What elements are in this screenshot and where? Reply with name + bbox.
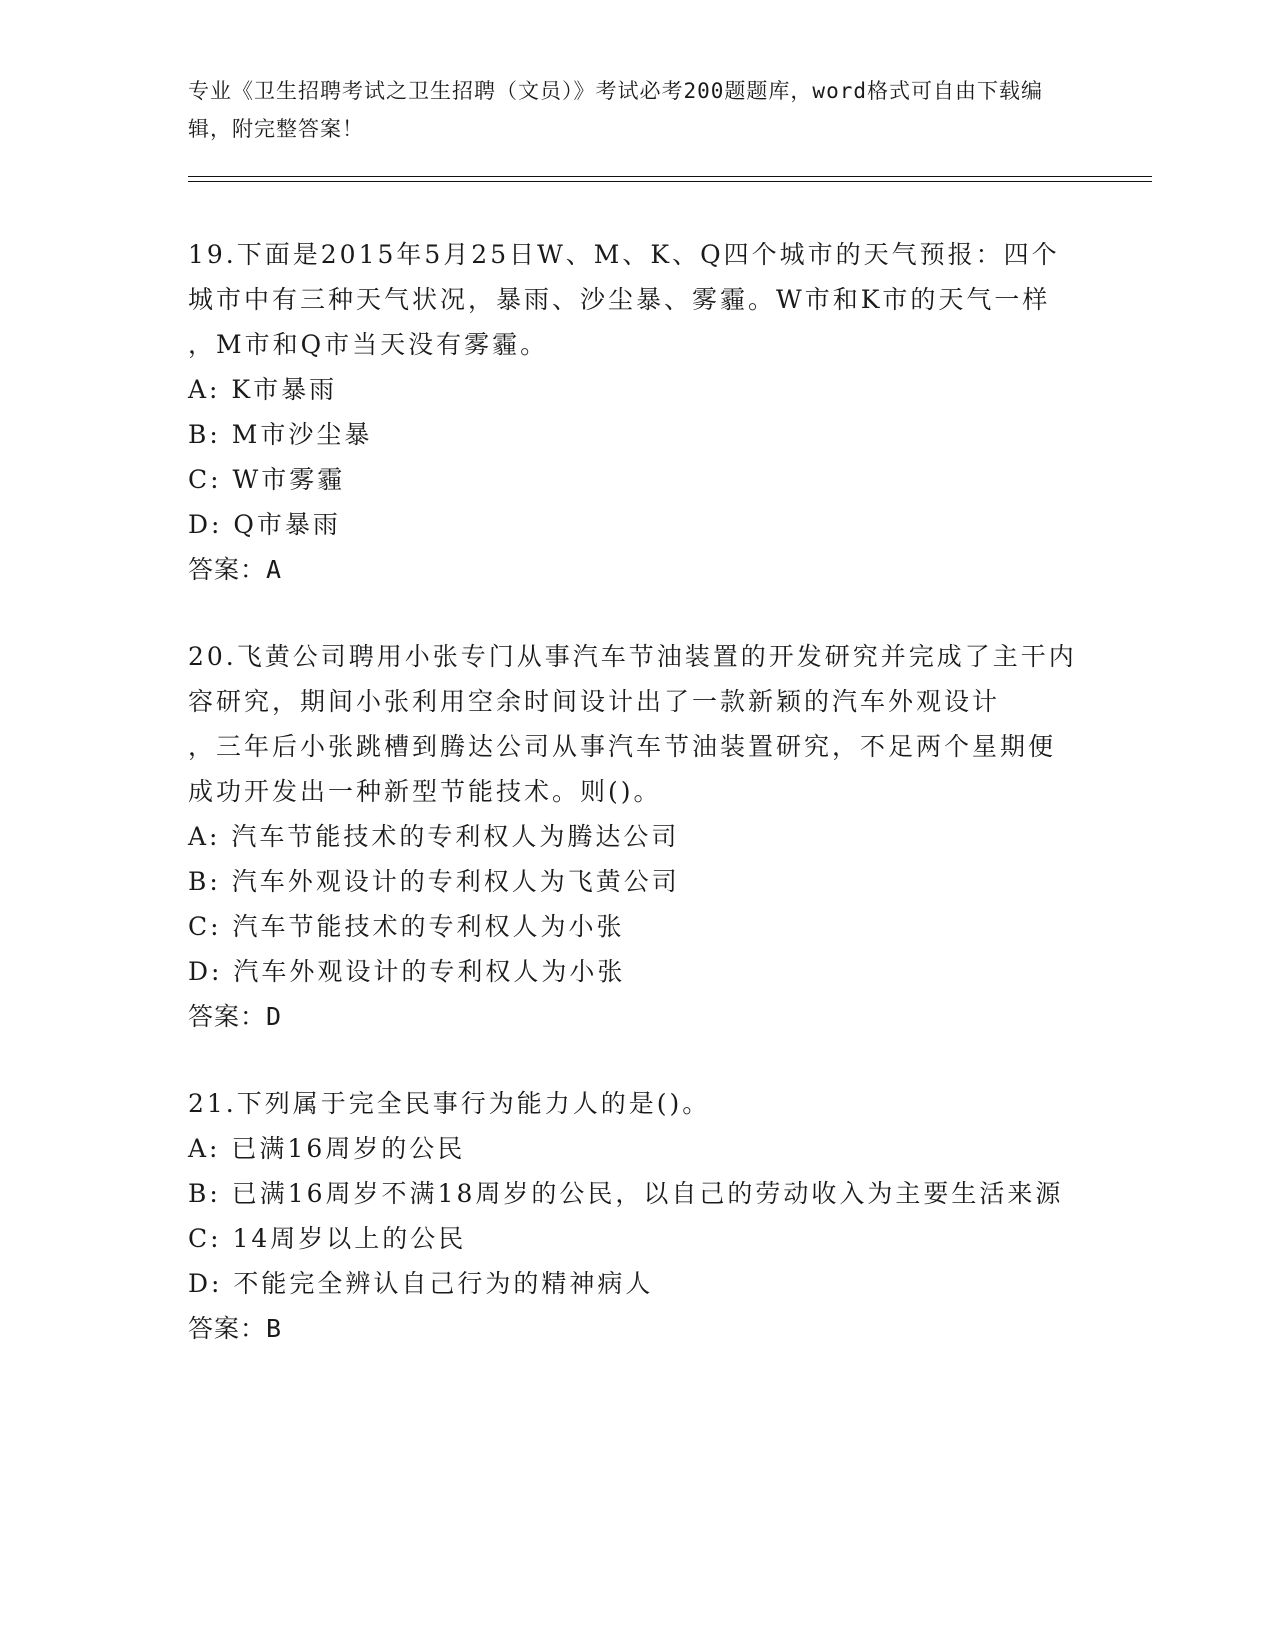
option-c: C: W市雾霾: [188, 465, 346, 494]
option-b: B: 已满16周岁不满18周岁的公民，以自己的劳动收入为主要生活来源: [188, 1179, 1064, 1208]
option-b: B: 汽车外观设计的专利权人为飞黄公司: [188, 867, 680, 896]
option-a: A: 汽车节能技术的专利权人为腾达公司: [188, 822, 680, 851]
option-d: D: 不能完全辨认自己行为的精神病人: [188, 1269, 654, 1298]
header-divider-top: [188, 176, 1152, 177]
option-a: A: 已满16周岁的公民: [188, 1134, 466, 1163]
document-header: 专业《卫生招聘考试之卫生招聘（文员）》考试必考200题题库，word格式可自由下载编辑，附完整答案！: [188, 79, 1043, 141]
answer-line: 答案：D: [188, 1002, 283, 1031]
header-divider-bottom: [188, 181, 1152, 182]
answer-line: 答案：A: [188, 555, 283, 584]
question-19: [188, 232, 1078, 592]
question-list: [188, 232, 1078, 1393]
question-stem: 21.下列属于完全民事行为能力人的是()。: [188, 1089, 711, 1118]
question-stem: 19.下面是2015年5月25日W、M、K、Q四个城市的天气预报：四个城市中有三种天气状况，暴雨、沙尘暴、雾霾。W市和K市的天气一样 ，M市和Q市当天没有雾霾。: [188, 240, 1060, 359]
answer-line: 答案：B: [188, 1314, 283, 1343]
question-stem: 20.飞黄公司聘用小张专门从事汽车节油装置的开发研究并完成了主干内容研究，期间小张利用空余时间设计出了一款新颖的汽车外观设计 ，三年后小张跳槽到腾达公司从事汽车节油装置研究，不足两个星期便成功开发出一种新型节能技术。则()。: [188, 642, 1077, 806]
option-d: D: Q市暴雨: [188, 510, 341, 539]
option-b: B: M市沙尘暴: [188, 420, 373, 449]
question-20: [188, 634, 1078, 1039]
option-a: A: K市暴雨: [188, 375, 338, 404]
option-c: C: 汽车节能技术的专利权人为小张: [188, 912, 625, 941]
option-d: D: 汽车外观设计的专利权人为小张: [188, 957, 626, 986]
option-c: C: 14周岁以上的公民: [188, 1224, 467, 1253]
question-21: [188, 1081, 1078, 1351]
